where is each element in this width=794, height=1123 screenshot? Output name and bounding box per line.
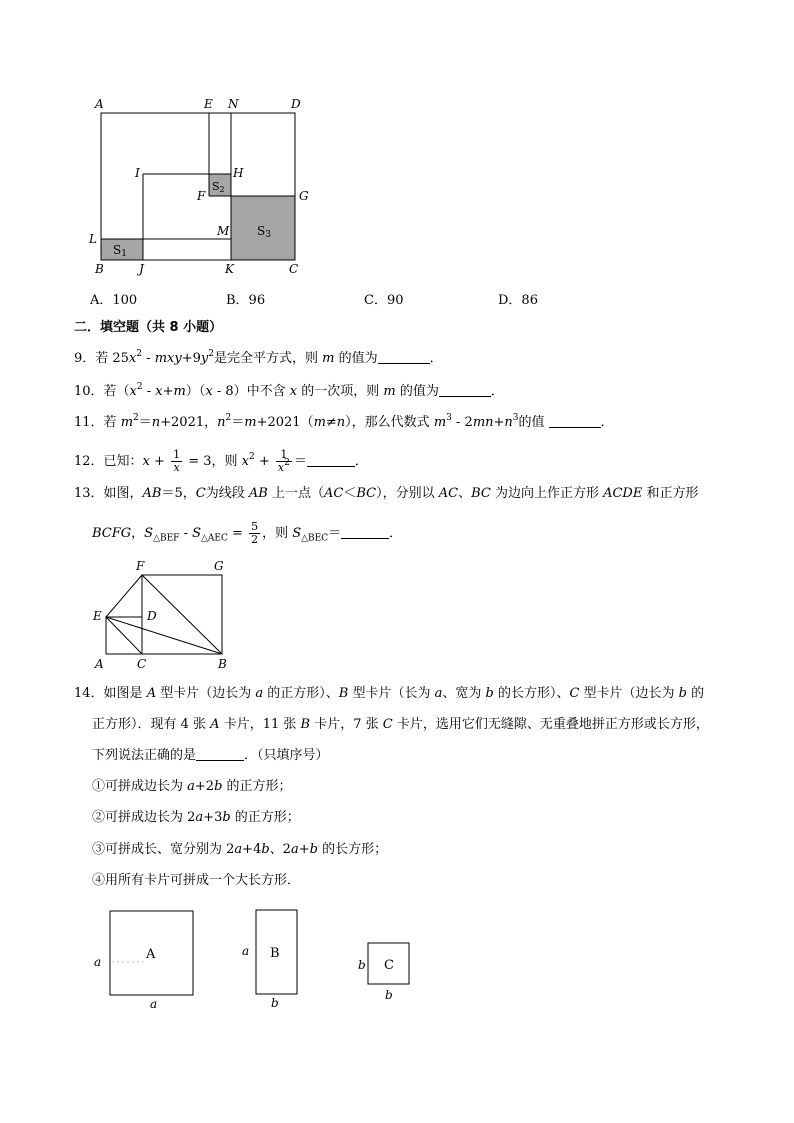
label-N: N: [228, 97, 239, 111]
label-F: F: [197, 189, 206, 203]
question-9: 9．若 $25x^2 - mxy+9y^2$是完全平方式，则 m 的值为 ．: [74, 349, 443, 366]
fraction-5-over-2: $\frac{5}{2}$: [251, 520, 259, 546]
card-c-side-label: b: [358, 958, 366, 972]
question-10: 10．若$(x^2 - x+m)(x - 8)$中不含 x 的一次项，则 m 的值为 ．: [74, 382, 504, 399]
answer-blank-13[interactable]: [341, 525, 389, 539]
card-b-bottom-label: b: [271, 996, 279, 1010]
option-a: A．100: [90, 293, 138, 308]
option-c: C．90: [364, 293, 404, 308]
answer-blank-9[interactable]: [378, 350, 430, 364]
card-a-bottom-label: a: [150, 997, 158, 1011]
answer-blank-11[interactable]: [549, 414, 601, 428]
label-E: E: [204, 97, 213, 111]
label-G: G: [214, 559, 224, 573]
label-B: B: [95, 262, 104, 276]
choice-3: ③可拼成长、宽分别为 2a+4b、2a+b 的长方形；: [92, 842, 388, 857]
choice-2: ②可拼成边长为 2a+3b 的正方形；: [92, 810, 300, 825]
card-c-bottom-label: b: [385, 988, 393, 1002]
label-C: C: [289, 262, 299, 276]
answer-blank-10[interactable]: [439, 383, 491, 397]
fraction-1-over-x: $\frac{1}{x}$: [173, 448, 181, 474]
question-12: 12．已知：x + $\frac{1}{x}$ = 3，则 $x^2$ + $\frac{1}{x^2}$ ＝ ．: [74, 448, 368, 474]
question-11: 11．若 $m^2=n+2021$，$n^2=m+2021(m\ne n)$，那么代数式 $m^3 - 2mn+n^3$的值 ．: [74, 413, 614, 430]
label-F: F: [136, 559, 145, 573]
fraction-1-over-x-squared: $\frac{1}{x^2}$: [277, 448, 290, 474]
label-B: B: [218, 657, 227, 671]
card-b-side-label: a: [242, 944, 250, 958]
label-L: L: [89, 232, 97, 246]
label-A: A: [95, 657, 104, 671]
label-H: H: [233, 166, 244, 180]
card-c-label: C: [384, 958, 394, 973]
label-M: M: [217, 224, 230, 238]
label-J: J: [139, 262, 144, 276]
label-s2: S2: [212, 180, 225, 194]
card-a-side-label: a: [94, 955, 102, 969]
label-C: C: [137, 657, 147, 671]
label-E: E: [93, 609, 102, 623]
option-b: B．96: [226, 293, 266, 308]
label-D: D: [291, 97, 301, 111]
figure-cards: [88, 900, 428, 1015]
label-K: K: [225, 262, 234, 276]
answer-blank-12[interactable]: [307, 453, 355, 467]
choice-1: ①可拼成边长为 a+2b 的正方形；: [92, 779, 292, 794]
label-s1: S1: [113, 243, 127, 259]
question-14-line1: 14．如图是 A 型卡片（边长为 a 的正方形）、B 型卡片（长为 a、宽为 b 的长方形）、C 型卡片（边长为 b 的: [74, 686, 705, 701]
label-I: I: [135, 166, 140, 180]
card-a-label: A: [146, 947, 156, 962]
option-d: D．86: [498, 293, 538, 308]
figure-squares-diagram: [80, 92, 320, 282]
card-b-label: B: [270, 946, 280, 961]
choice-4: ④用所有卡片可拼成一个大长方形．: [92, 873, 301, 888]
question-13-line2: BCFG，$S_{\triangle BEF} - S_{\triangle AEC}$ = $\frac{5}{2}$ ，则 $S_{\triangle BEC}=$ ．: [92, 520, 403, 546]
figure-two-squares: [88, 555, 238, 675]
answer-blank-14[interactable]: [196, 747, 244, 761]
question-14-line2: 正方形）．现有 4 张 A 卡片，11 张 B 卡片，7 张 C 卡片，选用它们无缝隙、无重叠地拼正方形或长方形，: [92, 717, 709, 732]
label-D: D: [147, 609, 157, 623]
label-A: A: [95, 97, 104, 111]
label-s3: S3: [257, 224, 271, 240]
question-14-line3: 下列说法正确的是 ．（只填序号）: [92, 748, 329, 763]
question-13-line1: 13．如图，AB＝5，C为线段 AB 上一点（AC＜BC），分别以 AC、BC 为边向上作正方形 ACDE 和正方形: [74, 486, 699, 501]
section-title: 二．填空题（共 8 小题）: [74, 320, 223, 335]
label-G: G: [299, 189, 309, 203]
